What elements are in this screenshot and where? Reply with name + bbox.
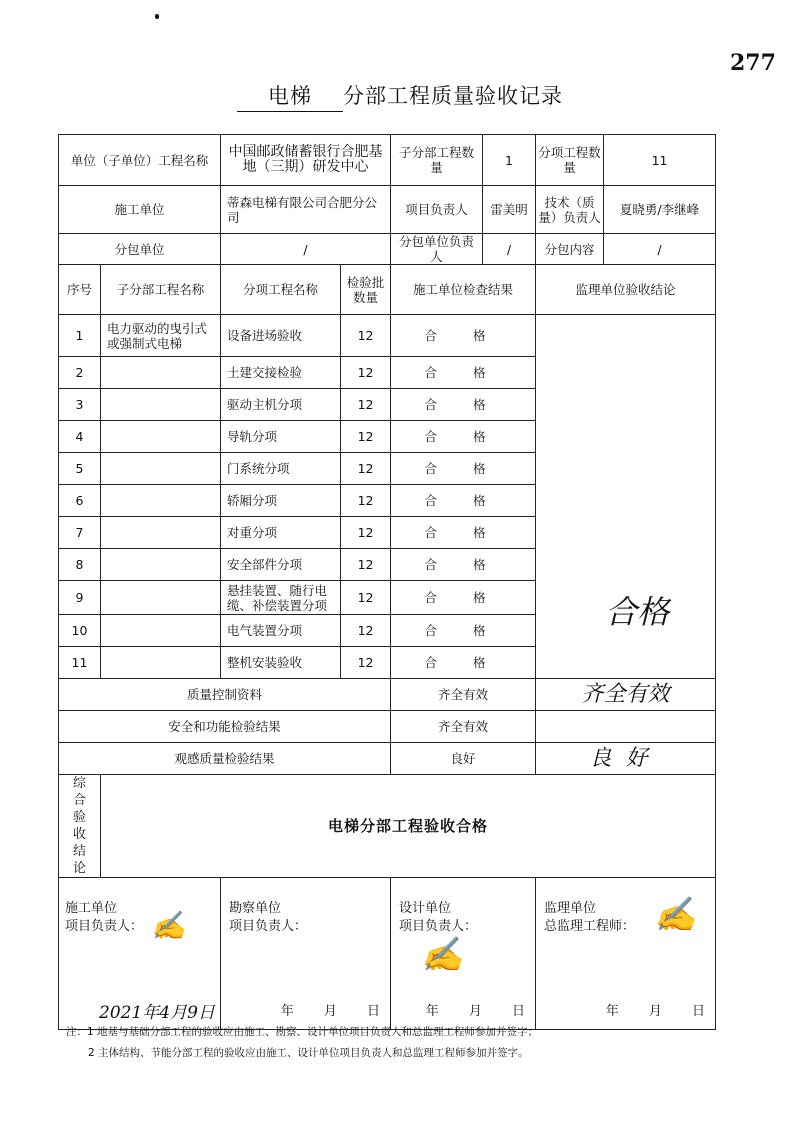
signature-unit: 设计单位 (399, 901, 452, 916)
acceptance-record-table (58, 134, 716, 1030)
row-no: 7 (59, 517, 101, 549)
row-no: 2 (59, 357, 101, 389)
summary-label: 观感质量检验结果 (59, 743, 391, 775)
row-item: 电气装置分项 (221, 615, 341, 647)
signature-supervision (536, 878, 716, 1030)
row-batch: 12 (341, 453, 391, 485)
col-batch: 检验批数量 (341, 265, 391, 315)
overall-conclusion-row (59, 775, 716, 878)
signature-role: 项目负责人： (65, 919, 144, 934)
row-result: 合 格 (391, 549, 536, 581)
summary-result: 齐全有效 (391, 679, 536, 711)
row-result: 合 格 (391, 453, 536, 485)
construction-label: 施工单位 (59, 186, 221, 234)
header-row-construction (59, 186, 716, 234)
row-batch: 12 (341, 315, 391, 357)
row-result: 合 格 (391, 485, 536, 517)
item-count-label: 分项工程数量 (536, 135, 604, 186)
supervision-signature-mark: ✍ (654, 895, 697, 935)
overall-label: 综合验收结论 (72, 776, 86, 876)
header-row-subcontract (59, 234, 716, 265)
row-no: 6 (59, 485, 101, 517)
row-subdiv (101, 615, 221, 647)
tech-value: 夏晓勇/李继峰 (604, 186, 716, 234)
row-item: 整机安装验收 (221, 647, 341, 679)
scan-speck (155, 14, 159, 19)
row-item: 轿厢分项 (221, 485, 341, 517)
footnote-1: 注：1 地基与基础分部工程的验收应由施工、勘察、设计单位项目负责人和总监理工程师参加并签字； (66, 1026, 539, 1038)
item-count-value: 11 (604, 135, 716, 186)
supervision-conclusion-cell (536, 315, 716, 679)
overall-conclusion-cell (101, 775, 716, 878)
tech-label: 技术（质量）负责人 (536, 186, 604, 234)
row-item: 驱动主机分项 (221, 389, 341, 421)
signature-date: 年 月 日 (425, 1004, 526, 1019)
row-item: 设备进场验收 (221, 315, 341, 357)
pm-value: 雷美明 (483, 186, 536, 234)
unit-value: 中国邮政储蓄银行合肥基地（三期）研发中心 (221, 135, 391, 186)
summary-label: 安全和功能检验结果 (59, 711, 391, 743)
page-title (0, 80, 800, 112)
row-batch: 12 (341, 421, 391, 453)
row-result: 合 格 (391, 581, 536, 615)
summary-row-quality-docs (59, 679, 716, 711)
signature-date: 年 月 日 (605, 1004, 706, 1019)
signature-unit: 监理单位 (544, 901, 597, 916)
signature-unit: 勘察单位 (229, 901, 282, 916)
row-subdiv (101, 647, 221, 679)
column-header-row (59, 265, 716, 315)
row-item: 门系统分项 (221, 453, 341, 485)
footnote-2: 2 主体结构、节能分部工程的验收应由施工、设计单位项目负责人和总监理工程师参加并签字。 (88, 1047, 529, 1059)
row-no: 5 (59, 453, 101, 485)
row-batch: 12 (341, 389, 391, 421)
col-item: 分项工程名称 (221, 265, 341, 315)
sub-content-label: 分包内容 (536, 234, 604, 265)
footnotes (66, 1022, 756, 1064)
pm-label: 项目负责人 (391, 186, 483, 234)
row-batch: 12 (341, 615, 391, 647)
row-subdiv (101, 421, 221, 453)
sub-pm-value: / (483, 234, 536, 265)
signature-unit: 施工单位 (65, 901, 118, 916)
unit-label: 单位（子单位）工程名称 (59, 135, 221, 186)
sub-content-value: / (604, 234, 716, 265)
col-accept: 监理单位验收结论 (536, 265, 716, 315)
row-no: 3 (59, 389, 101, 421)
summary-row-safety (59, 711, 716, 743)
table-row (59, 315, 716, 357)
row-result: 合 格 (391, 421, 536, 453)
design-signature-mark: ✍ (421, 935, 464, 975)
row-subdiv (101, 549, 221, 581)
signature-date: 年 月 日 (280, 1004, 381, 1019)
col-subdiv: 子分部工程名称 (101, 265, 221, 315)
row-no: 9 (59, 581, 101, 615)
sub-count-value: 1 (483, 135, 536, 186)
signature-row (59, 878, 716, 1030)
summary-label: 质量控制资料 (59, 679, 391, 711)
signature-survey (221, 878, 391, 1030)
signature-role: 总监理工程师： (544, 919, 636, 934)
title-rest: 分部工程质量验收记录 (343, 84, 563, 108)
row-batch: 12 (341, 581, 391, 615)
signature-role: 项目负责人： (229, 919, 308, 934)
row-no: 11 (59, 647, 101, 679)
signature-design (391, 878, 536, 1030)
summary-row-appearance (59, 743, 716, 775)
row-result: 合 格 (391, 615, 536, 647)
title-underlined-part: 电梯 (237, 80, 343, 112)
sub-pm-label: 分包单位负责人 (391, 234, 483, 265)
col-no: 序号 (59, 265, 101, 315)
summary-result: 齐全有效 (391, 711, 536, 743)
row-no: 8 (59, 549, 101, 581)
row-item: 土建交接检验 (221, 357, 341, 389)
header-row-unit (59, 135, 716, 186)
overall-label-cell (59, 775, 101, 878)
row-subdiv (101, 453, 221, 485)
overall-conclusion: 电梯分部工程验收合格 (328, 816, 489, 835)
row-subdiv (101, 389, 221, 421)
row-item: 导轨分项 (221, 421, 341, 453)
row-item: 安全部件分项 (221, 549, 341, 581)
sub-count-label: 子分部工程数量 (391, 135, 483, 186)
subcontract-value: / (221, 234, 391, 265)
row-result: 合 格 (391, 647, 536, 679)
col-check: 施工单位检查结果 (391, 265, 536, 315)
summary-handwritten (536, 711, 716, 743)
row-subdiv (101, 357, 221, 389)
row-subdiv: 电力驱动的曳引式或强制式电梯 (101, 315, 221, 357)
signature-role: 项目负责人： (399, 919, 478, 934)
subcontract-label: 分包单位 (59, 234, 221, 265)
signature-construction (59, 878, 221, 1030)
row-result: 合 格 (391, 517, 536, 549)
row-batch: 12 (341, 485, 391, 517)
summary-handwritten: 齐全有效 (536, 679, 716, 711)
row-subdiv (101, 485, 221, 517)
page-number: 277 (730, 50, 776, 76)
handwritten-conclusion: 合格 (605, 593, 670, 631)
row-no: 4 (59, 421, 101, 453)
row-no: 1 (59, 315, 101, 357)
row-batch: 12 (341, 517, 391, 549)
signature-date: 2021年4月9日 (99, 1003, 215, 1023)
row-batch: 12 (341, 647, 391, 679)
row-subdiv (101, 581, 221, 615)
summary-result: 良好 (391, 743, 536, 775)
row-item: 悬挂装置、随行电缆、补偿装置分项 (221, 581, 341, 615)
row-result: 合 格 (391, 315, 536, 357)
construction-signature-mark: ✍ (151, 909, 186, 942)
row-batch: 12 (341, 549, 391, 581)
row-subdiv (101, 517, 221, 549)
summary-handwritten: 良好 (536, 743, 716, 775)
row-item: 对重分项 (221, 517, 341, 549)
row-result: 合 格 (391, 389, 536, 421)
row-result: 合 格 (391, 357, 536, 389)
construction-value: 蒂森电梯有限公司合肥分公司 (221, 186, 391, 234)
row-batch: 12 (341, 357, 391, 389)
row-no: 10 (59, 615, 101, 647)
